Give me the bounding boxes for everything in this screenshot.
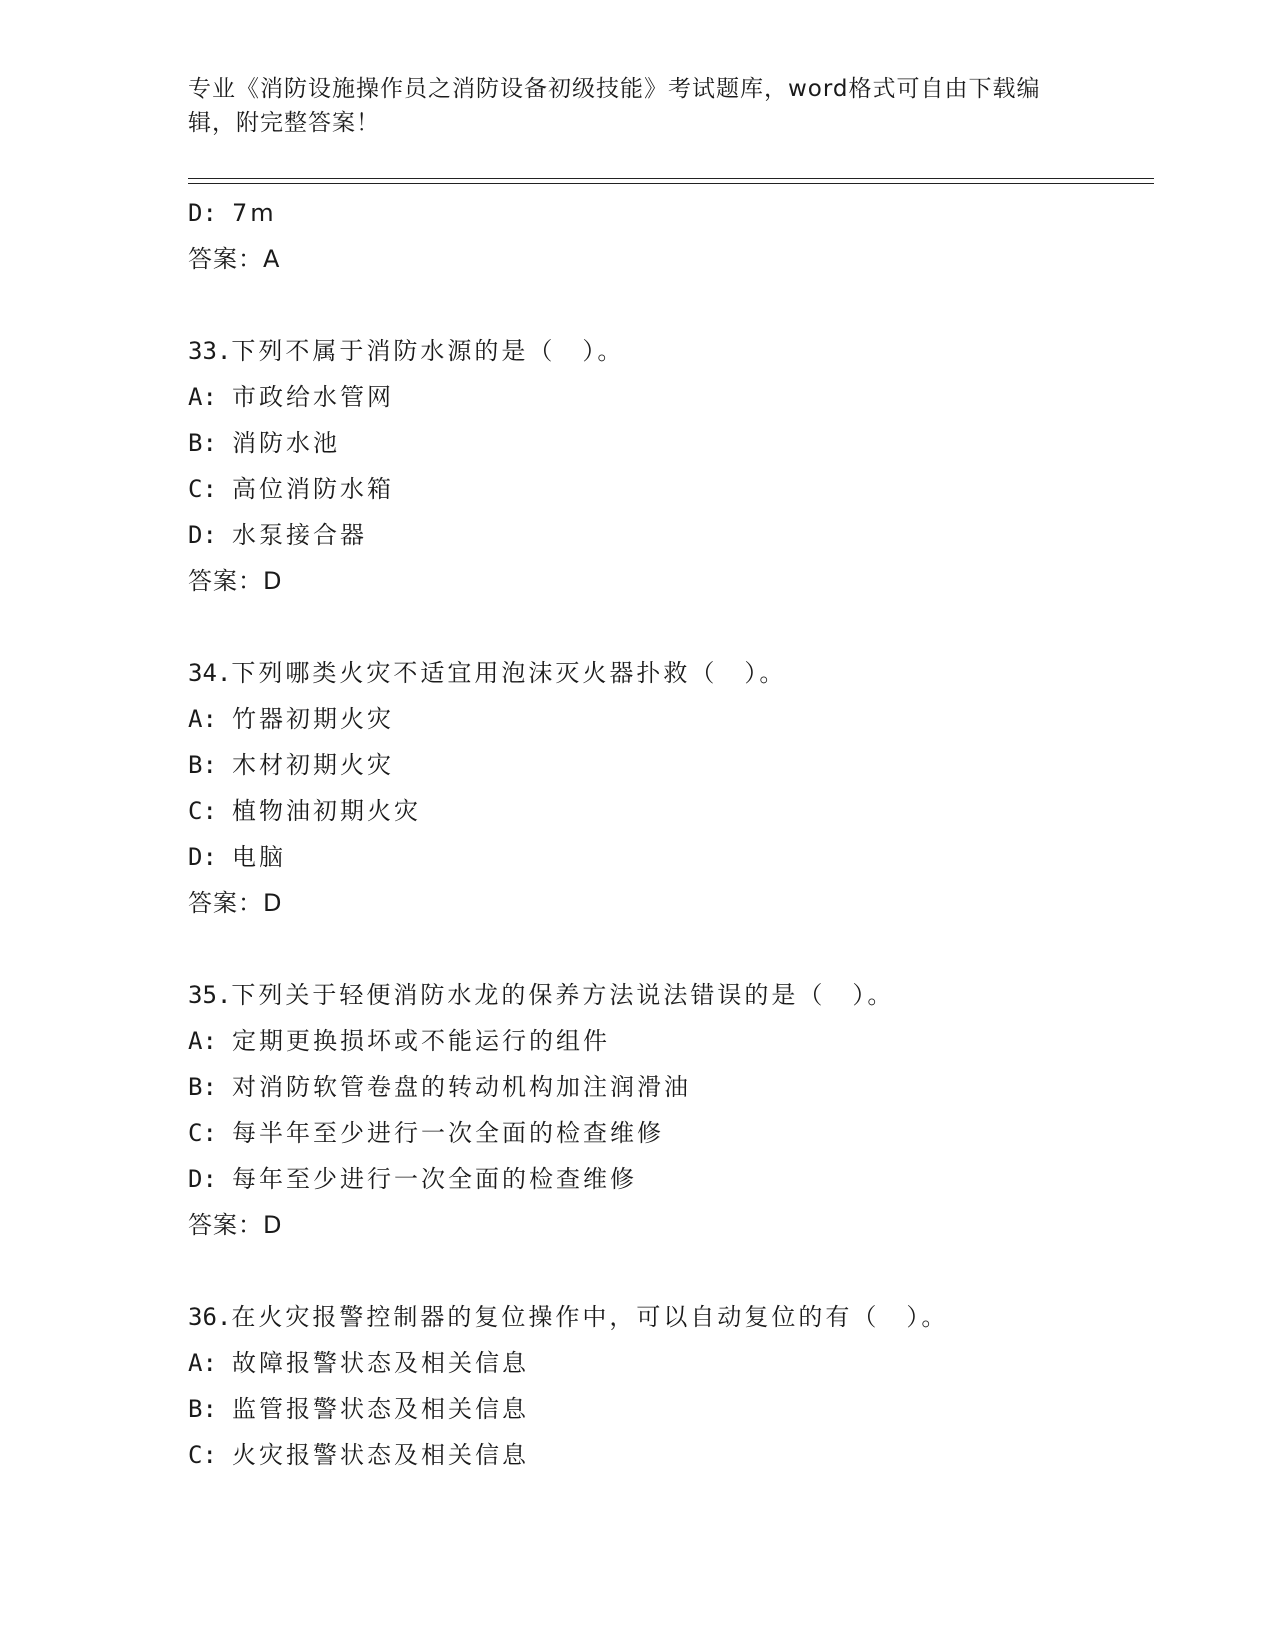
option-text: 高位消防水箱 [232,475,394,503]
option-text: 每年至少进行一次全面的检查维修 [232,1165,637,1193]
option-row [188,788,1148,834]
option-row [188,420,1148,466]
option-text: 每半年至少进行一次全面的检查维修 [232,1119,664,1147]
option-text: 竹器初期火灾 [232,705,394,733]
option-row [188,1064,1148,1110]
option-key: A: [188,1349,217,1377]
option-key: C: [188,1119,217,1147]
question-title [188,1294,1148,1340]
option-row [188,1018,1148,1064]
option-key: C: [188,797,217,825]
option-key: D: [188,521,217,549]
answer-row: 答案：A [188,245,281,273]
question-title [188,328,1148,374]
question-number: 35. [188,981,232,1009]
answer-row: 答案：D [188,1211,283,1239]
option-text: 市政给水管网 [232,383,394,411]
option-text: 7m [232,199,277,227]
option-text: 监管报警状态及相关信息 [232,1395,529,1423]
option-key: C: [188,475,217,503]
question-text: 下列哪类火灾不适宜用泡沫灭火器扑救（ ）。 [231,659,787,687]
option-key: A: [188,383,217,411]
option-row [188,374,1148,420]
option-text: 对消防软管卷盘的转动机构加注润滑油 [232,1073,691,1101]
question-number: 34. [188,659,232,687]
option-text: 植物油初期火灾 [232,797,421,825]
spacer [188,1248,1148,1294]
option-text: 木材初期火灾 [232,751,394,779]
option-text: 定期更换损坏或不能运行的组件 [232,1027,610,1055]
option-row [188,1340,1148,1386]
document-header [188,72,1088,140]
option-key: B: [188,751,217,779]
header-line-2: 辑，附完整答案！ [188,110,380,136]
option-row [188,1386,1148,1432]
option-row [188,466,1148,512]
option-row [188,742,1148,788]
option-key: B: [188,429,217,457]
header-divider-bottom [188,183,1154,184]
option-row [188,190,1148,236]
spacer [188,926,1148,972]
header-divider-top [188,178,1154,179]
option-key: A: [188,1027,217,1055]
option-row [188,834,1148,880]
option-key: A: [188,705,217,733]
question-title [188,972,1148,1018]
option-key: B: [188,1073,217,1101]
option-text: 火灾报警状态及相关信息 [232,1441,529,1469]
option-key: C: [188,1441,217,1469]
question-number: 33. [188,337,232,365]
option-row [188,696,1148,742]
answer-row: 答案：D [188,567,283,595]
option-row [188,1110,1148,1156]
option-key: D: [188,843,217,871]
spacer [188,282,1148,328]
option-key: D: [188,1165,217,1193]
question-text: 在火灾报警控制器的复位操作中，可以自动复位的有（ ）。 [231,1303,949,1331]
option-text: 故障报警状态及相关信息 [232,1349,529,1377]
question-list [188,190,1148,1478]
option-key: B: [188,1395,217,1423]
spacer [188,604,1148,650]
option-text: 水泵接合器 [232,521,367,549]
header-line-1: 专业《消防设施操作员之消防设备初级技能》考试题库，word格式可自由下载编 [188,76,1041,102]
option-row [188,1156,1148,1202]
option-text: 电脑 [232,843,286,871]
option-text: 消防水池 [232,429,340,457]
option-key: D: [188,199,217,227]
question-text: 下列不属于消防水源的是（ ）。 [231,337,625,365]
question-text: 下列关于轻便消防水龙的保养方法说法错误的是（ ）。 [231,981,895,1009]
question-title [188,650,1148,696]
option-row [188,1432,1148,1478]
option-row [188,512,1148,558]
answer-row: 答案：D [188,889,283,917]
question-number: 36. [188,1303,232,1331]
